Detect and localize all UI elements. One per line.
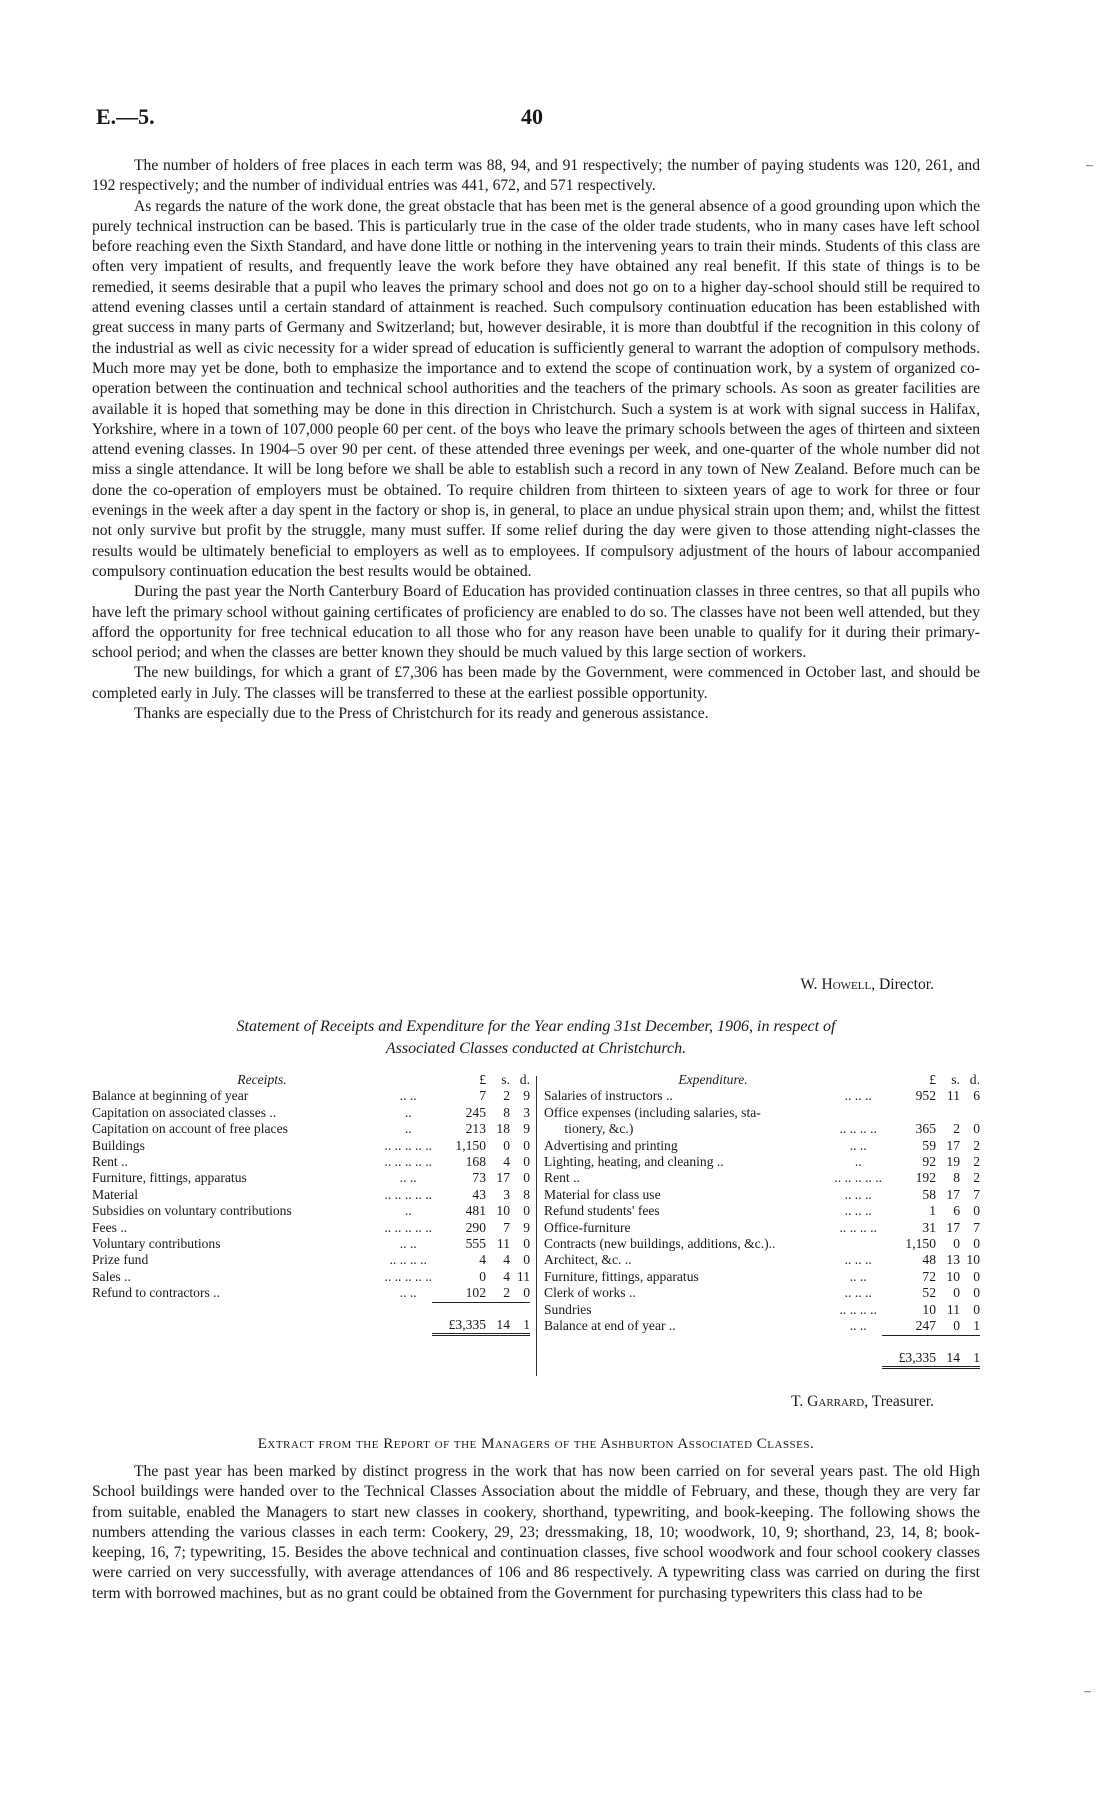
currency-shillings: s. xyxy=(501,1072,510,1087)
receipts-rows xyxy=(92,1088,530,1302)
receipt-row xyxy=(92,1121,530,1137)
receipt-pence: 8 xyxy=(523,1186,530,1202)
expenditure-pounds: 192 xyxy=(915,1170,936,1186)
receipts-table xyxy=(92,1072,530,1336)
expenditure-label: Balance at end of year .. xyxy=(544,1318,676,1334)
receipt-shillings: 17 xyxy=(496,1170,510,1186)
expenditure-row xyxy=(544,1170,980,1186)
expenditure-row xyxy=(544,1138,980,1154)
receipt-pounds: 0 xyxy=(479,1268,486,1284)
receipt-label: Capitation on associated classes .. xyxy=(92,1104,277,1120)
receipt-shillings: 4 xyxy=(503,1268,510,1284)
expenditure-label: Clerk of works .. xyxy=(544,1285,636,1301)
currency-shillings: s. xyxy=(951,1072,960,1087)
paragraph-thanks: Thanks are especially due to the Press of Christchurch for its ready and generous assistance. xyxy=(134,705,709,723)
receipt-row xyxy=(92,1138,530,1154)
leader-dots: .. .. .. xyxy=(844,1186,872,1202)
expenditure-shillings: 0 xyxy=(953,1318,960,1334)
leader-dots: .. .. .. .. xyxy=(839,1301,877,1317)
expenditure-shillings: 11 xyxy=(946,1088,960,1104)
expenditure-label: Material for class use xyxy=(544,1186,661,1202)
leader-dots: .. .. .. xyxy=(844,1088,872,1104)
leader-dots: .. .. .. .. .. xyxy=(384,1137,432,1153)
leader-dots: .. xyxy=(404,1203,412,1219)
receipt-pounds: 213 xyxy=(465,1121,486,1137)
expenditure-row xyxy=(544,1121,980,1137)
expenditure-row xyxy=(544,1285,980,1301)
expenditure-pence: 0 xyxy=(973,1268,980,1284)
leader-dots: .. xyxy=(404,1104,412,1120)
expenditure-label: tionery, &c.) xyxy=(544,1121,634,1137)
receipts-total-shillings: 14 xyxy=(490,1302,510,1334)
receipt-pounds: 168 xyxy=(465,1154,486,1170)
expenditure-pence: 2 xyxy=(973,1170,980,1186)
margin-mark: – xyxy=(1086,158,1093,173)
receipt-shillings: 11 xyxy=(496,1236,510,1252)
expenditure-row xyxy=(544,1154,980,1170)
expenditure-pounds: 48 xyxy=(922,1252,936,1268)
expenditure-pence: 0 xyxy=(973,1285,980,1301)
extract-title: Extract from the Report of the Managers of the Ashburton Associated Classes. xyxy=(257,1436,815,1452)
page-header xyxy=(96,104,976,134)
margin-mark: – xyxy=(1084,1684,1091,1699)
receipt-label: Buildings xyxy=(92,1137,145,1153)
leader-dots: .. .. xyxy=(849,1137,867,1153)
receipt-pence: 0 xyxy=(523,1203,530,1219)
leader-dots: .. .. .. .. .. xyxy=(384,1268,432,1284)
receipt-label: Balance at beginning of year xyxy=(92,1088,249,1104)
expenditure-label: Office-furniture xyxy=(544,1219,631,1235)
leader-dots: .. .. .. xyxy=(844,1252,872,1268)
receipt-label: Material xyxy=(92,1186,139,1202)
expenditure-shillings: 17 xyxy=(946,1219,960,1235)
statement-title-line-1: Statement of Receipts and Expenditure for the Year ending 31st December, 1906, in respect of xyxy=(236,1018,836,1035)
receipt-pence: 11 xyxy=(516,1268,530,1284)
expenditure-pounds: 59 xyxy=(922,1137,936,1153)
receipt-pence: 0 xyxy=(523,1170,530,1186)
document-reference: E.—5. xyxy=(96,104,155,129)
receipt-row xyxy=(92,1236,530,1252)
receipt-pence: 0 xyxy=(523,1252,530,1268)
receipt-shillings: 4 xyxy=(503,1154,510,1170)
expenditure-label: Sundries xyxy=(544,1301,592,1317)
receipt-pence: 3 xyxy=(523,1104,530,1120)
leader-dots: .. xyxy=(404,1121,412,1137)
director-title: Director. xyxy=(879,976,934,993)
receipts-total-pounds: £3,335 xyxy=(432,1302,490,1334)
receipt-row xyxy=(92,1203,530,1219)
receipt-shillings: 4 xyxy=(503,1252,510,1268)
expenditure-rows xyxy=(544,1088,980,1335)
expenditure-row xyxy=(544,1220,980,1236)
receipt-row xyxy=(92,1269,530,1285)
receipt-row xyxy=(92,1154,530,1170)
receipt-label: Sales .. xyxy=(92,1268,131,1284)
receipt-row xyxy=(92,1220,530,1236)
leader-dots: .. .. xyxy=(849,1318,867,1334)
expenditure-pence xyxy=(960,1105,980,1121)
currency-pounds: £ xyxy=(479,1072,486,1087)
leader-dots: .. .. .. xyxy=(844,1285,872,1301)
receipts-total-pence: 1 xyxy=(510,1302,530,1334)
expenditure-label: Rent .. xyxy=(544,1170,580,1186)
expenditure-pounds: 92 xyxy=(922,1154,936,1170)
currency-pounds: £ xyxy=(929,1072,936,1087)
leader-dots: .. .. xyxy=(399,1170,417,1186)
expenditure-shillings: 11 xyxy=(946,1301,960,1317)
receipt-shillings: 8 xyxy=(503,1104,510,1120)
expenditure-pence: 0 xyxy=(973,1121,980,1137)
receipt-shillings: 2 xyxy=(503,1088,510,1104)
expenditure-pounds: 1 xyxy=(929,1203,936,1219)
receipt-pounds: 7 xyxy=(479,1088,486,1104)
expenditure-pounds: 10 xyxy=(922,1301,936,1317)
director-signature xyxy=(800,976,934,994)
expenditure-shillings: 17 xyxy=(946,1137,960,1153)
expenditure-pence: 7 xyxy=(973,1219,980,1235)
expenditure-pence: 10 xyxy=(966,1252,980,1268)
receipt-pence: 0 xyxy=(523,1137,530,1153)
expenditure-pence: 1 xyxy=(973,1318,980,1334)
expenditure-label: Lighting, heating, and cleaning .. xyxy=(544,1154,724,1170)
leader-dots: .. .. .. .. xyxy=(389,1252,427,1268)
leader-dots: .. .. .. .. .. xyxy=(834,1170,882,1186)
leader-dots: .. .. xyxy=(399,1236,417,1252)
expenditure-shillings: 13 xyxy=(946,1252,960,1268)
receipt-pounds: 1,150 xyxy=(455,1137,486,1153)
paragraph-continuation-classes: During the past year the North Canterbury Board of Education has provided continuation classes in three centres, so that all pupils who have left the primary school without gaining certificates of proficiency are enabled to do so. The classes have not been well attended, but they afford the opportunity for free technical education to all those who for any reason have been unable to qualify for it during their primary-school period; and when the classes are better known they should be much valued by this large section of workers. xyxy=(92,583,980,662)
leader-dots: .. .. xyxy=(399,1088,417,1104)
expenditure-label: Advertising and printing xyxy=(544,1137,678,1153)
expenditure-pounds: 1,150 xyxy=(905,1236,936,1252)
receipt-pence: 0 xyxy=(523,1285,530,1301)
expenditure-pence: 2 xyxy=(973,1154,980,1170)
expenditure-shillings: 17 xyxy=(946,1186,960,1202)
expenditure-total-pounds: £3,335 xyxy=(882,1335,940,1367)
expenditure-label: Office expenses (including salaries, sta- xyxy=(544,1104,761,1120)
expenditure-pence: 0 xyxy=(973,1301,980,1317)
receipts-heading: Receipts. xyxy=(237,1072,287,1087)
expenditure-label: Architect, &c. .. xyxy=(544,1252,632,1268)
treasurer-name: T. Garrard, xyxy=(790,1393,869,1410)
receipt-pence: 9 xyxy=(523,1088,530,1104)
statement-title-line-2: Associated Classes conducted at Christchurch. xyxy=(385,1040,687,1057)
expenditure-shillings: 10 xyxy=(946,1268,960,1284)
expenditure-shillings: 0 xyxy=(953,1236,960,1252)
receipt-pounds: 4 xyxy=(479,1252,486,1268)
receipt-pounds: 290 xyxy=(465,1219,486,1235)
expenditure-row xyxy=(544,1187,980,1203)
receipt-row xyxy=(92,1252,530,1268)
receipt-shillings: 0 xyxy=(503,1137,510,1153)
expenditure-label: Refund students' fees xyxy=(544,1203,660,1219)
receipt-pence: 9 xyxy=(523,1121,530,1137)
expenditure-pounds: 31 xyxy=(922,1219,936,1235)
leader-dots: .. .. .. .. .. xyxy=(384,1219,432,1235)
leader-dots xyxy=(834,1236,882,1252)
receipt-pounds: 43 xyxy=(472,1186,486,1202)
receipt-shillings: 7 xyxy=(503,1219,510,1235)
expenditure-row xyxy=(544,1088,980,1104)
expenditure-label: Contracts (new buildings, additions, &c.).. xyxy=(544,1236,776,1252)
leader-dots: .. .. .. .. xyxy=(839,1121,877,1137)
receipt-pence: 0 xyxy=(523,1236,530,1252)
receipt-pounds: 481 xyxy=(465,1203,486,1219)
expenditure-pounds xyxy=(882,1105,940,1121)
expenditure-shillings: 0 xyxy=(953,1285,960,1301)
leader-dots: .. .. .. .. .. xyxy=(384,1154,432,1170)
extract-paragraph: The past year has been marked by distinct progress in the work that has now been carried on for several years past. The old High School buildings were handed over to the Technical Classes Association about the middle of February, and these, though they are very far from suitable, enabled the Managers to start new classes in cookery, shorthand, typewriting, and book-keeping. The following shows the numbers attending the various classes in each term: Cookery, 29, 23; dressmaking, 18, 10; woodwork, 10, 9; shorthand, 23, 14, 8; book-keeping, 16, 7; typewriting, 15. Besides the above technical and continuation classes, five school woodwork and four school cookery classes were carried on very successfully, with average attendances of 106 and 86 respectively. A typewriting class was carried on during the first term with borrowed machines, but as no grant could be obtained from the Government for purchasing typewriters this class had to be xyxy=(92,1463,980,1602)
director-name: W. Howell, xyxy=(800,976,876,993)
expenditure-pounds: 247 xyxy=(915,1318,936,1334)
expenditure-row xyxy=(544,1269,980,1285)
receipt-shillings: 2 xyxy=(503,1285,510,1301)
extract-text-block xyxy=(92,1462,980,1604)
receipt-shillings: 3 xyxy=(503,1186,510,1202)
expenditure-row xyxy=(544,1105,980,1121)
expenditure-row xyxy=(544,1252,980,1268)
expenditure-total-pence: 1 xyxy=(960,1335,980,1367)
expenditure-pounds: 952 xyxy=(915,1088,936,1104)
expenditure-shillings: 2 xyxy=(953,1121,960,1137)
receipt-label: Fees .. xyxy=(92,1219,128,1235)
receipt-row xyxy=(92,1088,530,1104)
expenditure-pounds: 58 xyxy=(922,1186,936,1202)
expenditure-pounds: 52 xyxy=(922,1285,936,1301)
receipt-shillings: 10 xyxy=(496,1203,510,1219)
receipt-row xyxy=(92,1105,530,1121)
expenditure-label: Furniture, fittings, apparatus xyxy=(544,1268,699,1284)
table-divider xyxy=(536,1076,537,1376)
receipt-label: Prize fund xyxy=(92,1252,149,1268)
receipt-label: Furniture, fittings, apparatus xyxy=(92,1170,247,1186)
leader-dots: .. .. .. xyxy=(844,1203,872,1219)
expenditure-pounds: 365 xyxy=(915,1121,936,1137)
treasurer-signature xyxy=(791,1393,934,1411)
receipt-row xyxy=(92,1285,530,1302)
expenditure-pence: 2 xyxy=(973,1137,980,1153)
leader-dots: .. .. xyxy=(849,1268,867,1284)
receipts-total-row xyxy=(92,1302,530,1334)
leader-dots: .. .. .. .. .. xyxy=(384,1186,432,1202)
expenditure-table xyxy=(544,1072,980,1369)
receipt-label: Voluntary contributions xyxy=(92,1236,221,1252)
paragraph-free-places: The number of holders of free places in each term was 88, 94, and 91 respectively; the number of paying students was 120, 261, and 192 respectively; and the number of individual entries was 441, 672, and 571 respectively. xyxy=(92,157,980,195)
expenditure-pence: 7 xyxy=(973,1186,980,1202)
expenditure-pence: 0 xyxy=(973,1236,980,1252)
leader-dots: .. .. xyxy=(399,1285,417,1301)
main-text-block xyxy=(92,156,980,724)
expenditure-heading: Expenditure. xyxy=(678,1072,748,1087)
receipt-row xyxy=(92,1187,530,1203)
expenditure-pounds: 72 xyxy=(922,1268,936,1284)
receipt-label: Subsidies on voluntary contributions xyxy=(92,1203,292,1219)
expenditure-label: Salaries of instructors .. xyxy=(544,1088,673,1104)
paragraph-nature-of-work: As regards the nature of the work done, the great obstacle that has been met is the general absence of a good grounding upon which the purely technical instruction can be based. This is particularly true in the case of the older trade students, who in many cases have left school before reaching even the Sixth Standard, and have done little or nothing in the intervening years to train their minds. Students of this class are often very impatient of results, and frequently leave the work before they have obtained any real benefit. If this state of things is to be remedied, it seems desirable that a pupil who leaves the primary school and does not go on to a higher day-school should still be required to attend evening classes until a certain standard of attainment is reached. Such compulsory continuation education has been established with great success in many parts of Germany and Switzerland; but, however desirable, it is more than doubtful if the recognition in this colony of the industrial as well as civic necessity for a wider spread of education is sufficiently general to warrant the adoption of compulsory methods. Much more may yet be done, both to emphasize the importance and to extend the scope of continuation work, by a system of organized co-operation between the continuation and technical school authorities and the teachers of the primary schools. As soon as greater facilities are available it is hoped that something may be done in this direction in Christchurch. Such a system is at work with signal success in Halifax, Yorkshire, where in a town of 107,000 people 60 per cent. of the boys who leave the primary schools between the ages of thirteen and sixteen attend evening classes. In 1904–5 over 90 per cent. of these attended three evenings per week, and one-quarter of the whole number did not miss a single attendance. It will be long before we shall be able to establish such a record in any town of New Zealand. Before much can be done the co-operation of employers must be obtained. To require children from thirteen to sixteen years of age to work for three or four evenings in the week after a day spent in the factory or shop is, in general, to place an undue physical strain upon them; and, whilst the fittest not only survive but profit by the struggle, many must suffer. If some relief during the day were given to those attending night-classes the results would be ultimately beneficial to employers as well as to employees. If compulsory adjustment of the hours of labour accompanied compulsory continuation education the best results would be obtained. xyxy=(92,197,980,580)
receipt-shillings: 18 xyxy=(496,1121,510,1137)
expenditure-row xyxy=(544,1203,980,1219)
receipt-row xyxy=(92,1170,530,1186)
treasurer-title: Treasurer. xyxy=(871,1393,934,1410)
currency-pence: d. xyxy=(519,1072,530,1087)
page-number: 40 xyxy=(521,104,543,129)
receipt-pounds: 73 xyxy=(472,1170,486,1186)
expenditure-row xyxy=(544,1302,980,1318)
currency-pence: d. xyxy=(969,1072,980,1087)
statement-title xyxy=(92,1016,980,1060)
leader-dots: .. xyxy=(854,1154,862,1170)
expenditure-total-shillings: 14 xyxy=(940,1335,960,1367)
receipt-label: Refund to contractors .. xyxy=(92,1285,220,1301)
expenditure-total-row xyxy=(544,1335,980,1367)
expenditure-shillings: 6 xyxy=(953,1203,960,1219)
expenditure-pence: 0 xyxy=(973,1203,980,1219)
receipt-pounds: 555 xyxy=(465,1236,486,1252)
leader-dots xyxy=(834,1105,882,1121)
expenditure-pence: 6 xyxy=(973,1088,980,1104)
paragraph-new-buildings: The new buildings, for which a grant of £7,306 has been made by the Government, were commenced in October last, and should be completed early in July. The classes will be transferred to these at the earliest possible opportunity. xyxy=(92,664,980,702)
receipt-pounds: 245 xyxy=(465,1104,486,1120)
expenditure-row xyxy=(544,1318,980,1335)
leader-dots: .. .. .. .. xyxy=(839,1219,877,1235)
receipt-pounds: 102 xyxy=(465,1285,486,1301)
receipt-label: Rent .. xyxy=(92,1154,128,1170)
expenditure-shillings: 8 xyxy=(953,1170,960,1186)
expenditure-row xyxy=(544,1236,980,1252)
receipt-label: Capitation on account of free places xyxy=(92,1121,288,1137)
expenditure-shillings xyxy=(940,1105,960,1121)
receipt-pence: 9 xyxy=(523,1219,530,1235)
receipt-pence: 0 xyxy=(523,1154,530,1170)
expenditure-shillings: 19 xyxy=(946,1154,960,1170)
